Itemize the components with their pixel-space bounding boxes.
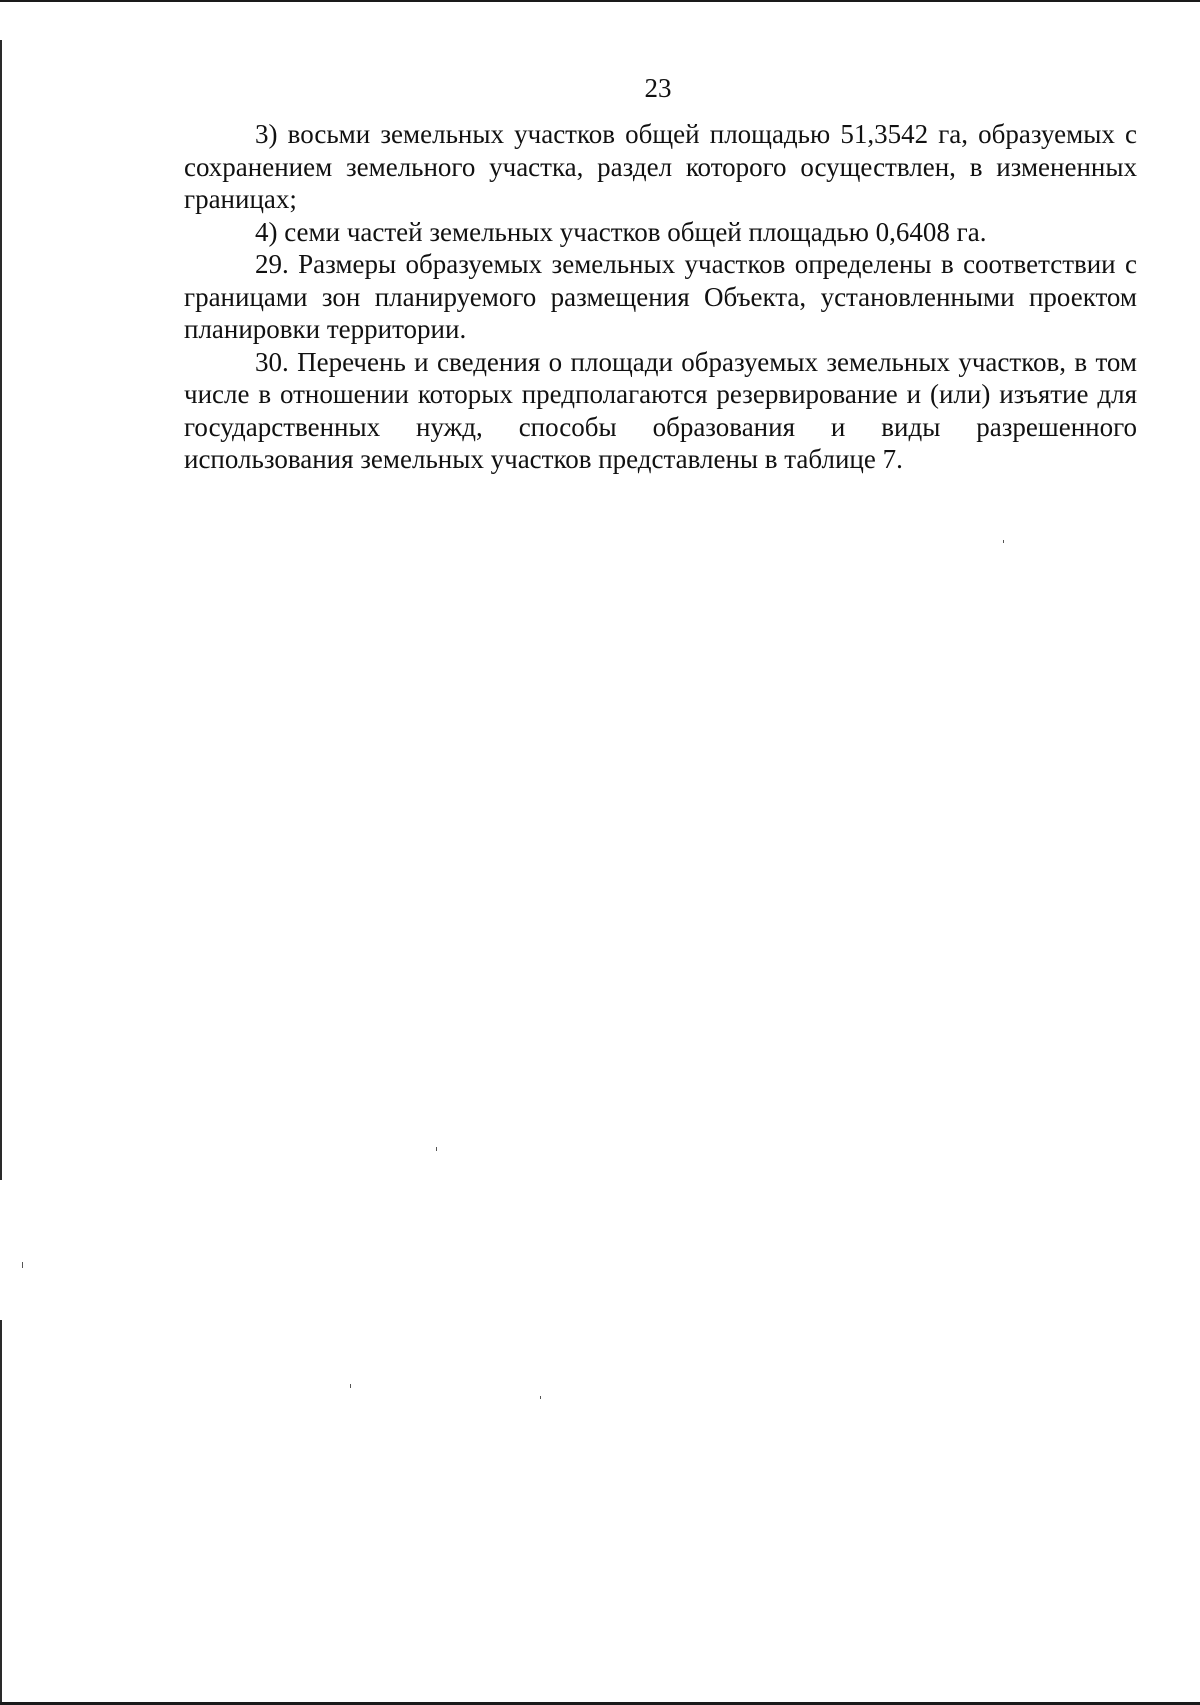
scan-border-top: [0, 0, 1200, 2]
paragraph-item-4: 4) семи частей земельных участков общей площадью 0,6408 га.: [255, 216, 987, 247]
document-body: [184, 118, 1137, 476]
scan-border-left: [0, 40, 2, 1180]
paragraph-29: 29. Размеры образуемых земельных участков определены в соответствии с границами зон планируемого размещения Объекта, установленными проектом планировки территории.: [184, 249, 1137, 344]
page-number: 23: [644, 73, 672, 103]
paragraph-30: 30. Перечень и сведения о площади образуемых земельных участков, в том числе в отношении которых предполагаются резервирование и (или) изъятие для государственных нужд, способы образования и виды разрешенного использования земельных участков представлены в таблице 7.: [184, 346, 1137, 474]
scan-speck: [436, 1147, 437, 1151]
scan-speck: [350, 1384, 351, 1388]
scan-speck: [540, 1396, 541, 1399]
paragraph-item-3: 3) восьми земельных участков общей площадью 51,3542 га, образуемых с сохранением земельного участка, раздел которого осуществлен, в измененных границах;: [184, 119, 1137, 214]
scan-speck: [1003, 540, 1004, 543]
scan-speck: [22, 1262, 23, 1268]
scan-border-left-lower: [0, 1320, 2, 1705]
